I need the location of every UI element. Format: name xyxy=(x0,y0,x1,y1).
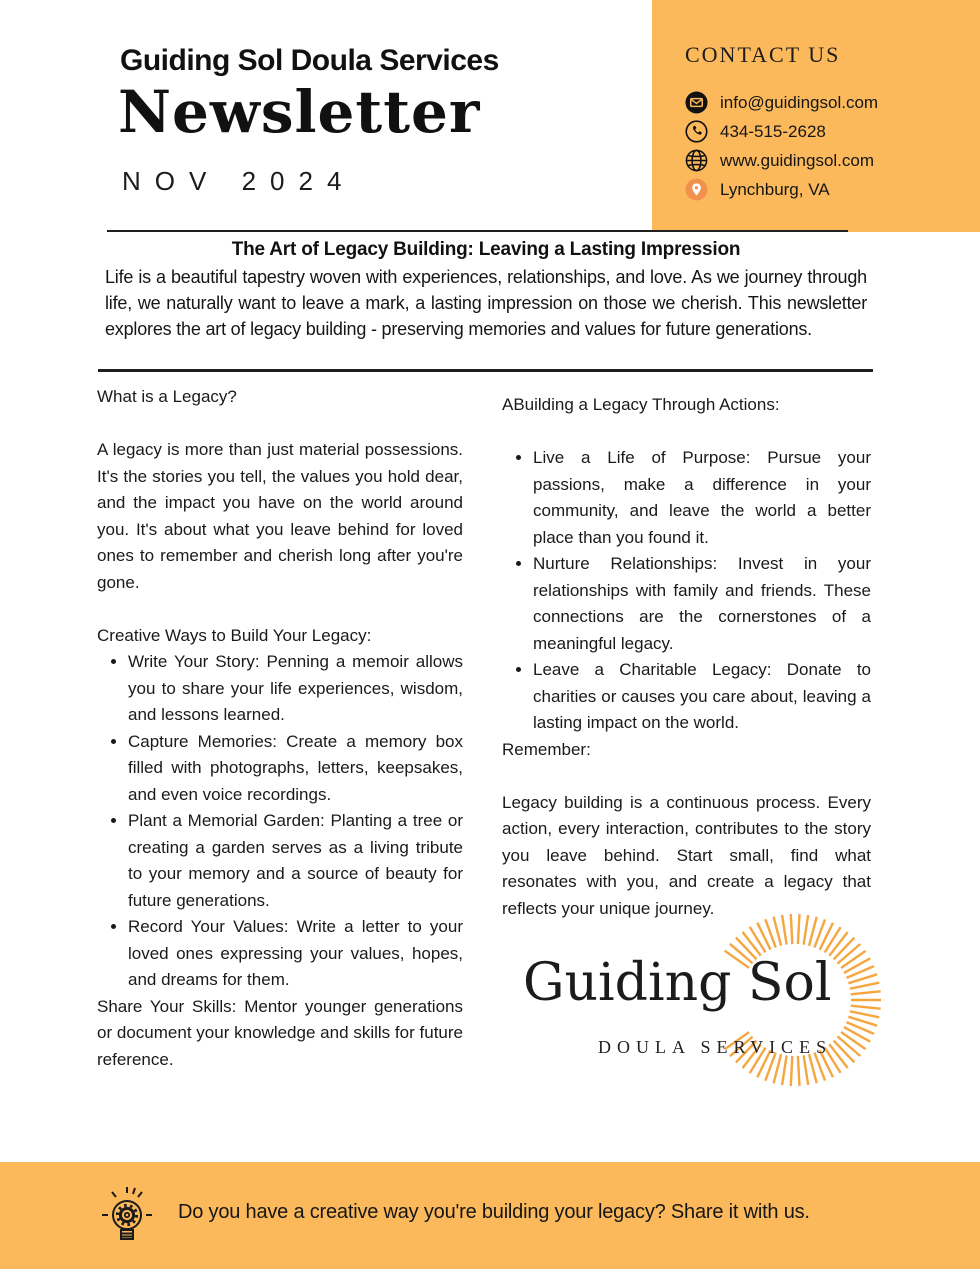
intro-body: Life is a beautiful tapestry woven with experiences, relationships, and love. As we journey through life, we naturally want to leave a mark, a lasting impression on those we cherish. This newsletter explores the art of legacy building - preserving memories and values for future generations. xyxy=(105,267,867,339)
logo-tagline: DOULA SERVICES xyxy=(598,1037,833,1057)
contact-row-phone xyxy=(685,117,878,146)
intro-section xyxy=(105,239,867,342)
issue-date: NOV 2024 xyxy=(122,166,356,196)
right-column xyxy=(502,384,871,922)
left-closing: Share Your Skills: Mentor younger generations or document your knowledge and skills for future reference. xyxy=(97,996,463,1069)
list-item: • Write Your Story: Penning a memoir allows you to share your life experiences, wisdom, and lessons learned. xyxy=(128,649,463,729)
right-closing: Legacy building is a continuous process. Every action, every interaction, contributes to the story you leave behind. Start small, find what resonates with you, and create a legacy that reflects your unique journey. xyxy=(502,792,871,918)
left-heading: What is a Legacy? xyxy=(97,387,237,406)
left-column xyxy=(97,384,463,1073)
logo-wordmark: Guiding Sol xyxy=(523,953,832,1013)
contact-box xyxy=(652,0,980,232)
contact-website: www.guidingsol.com xyxy=(720,150,875,170)
lightbulb-gear-icon xyxy=(100,1184,156,1248)
globe-icon xyxy=(685,149,708,172)
email-icon xyxy=(685,91,708,114)
contact-location: Lynchburg, VA xyxy=(720,179,830,199)
location-icon xyxy=(685,178,708,201)
divider-bottom xyxy=(98,369,873,372)
list-item: • Live a Life of Purpose: Pursue your passions, make a difference in your community, and leave the world a better place than you found it. xyxy=(533,445,871,551)
left-bullet-list xyxy=(97,649,463,994)
list-item: • Plant a Memorial Garden: Planting a tree or creating a garden serves as a living tribute to your memory and a source of beauty for future generations. xyxy=(128,808,463,914)
left-paragraph: A legacy is more than just material possessions. It's the stories you tell, the values you hold dear, and the impact you have on the world around you. It's about what you leave behind for loved ones to remember and cherish long after you're gone. xyxy=(97,440,463,592)
contact-list xyxy=(685,88,878,204)
footer-prompt: Do you have a creative way you're building your legacy? Share it with us. xyxy=(178,1201,810,1223)
right-bullet-list xyxy=(502,445,871,737)
contact-row-location xyxy=(685,175,878,204)
brand-name: Guiding Sol Doula Services xyxy=(120,44,499,77)
list-item: • Record Your Values: Write a letter to your loved ones expressing your values, hopes, and dreams for them. xyxy=(128,914,463,994)
divider-top xyxy=(107,230,848,232)
phone-icon xyxy=(685,120,708,143)
contact-row-website xyxy=(685,146,878,175)
contact-row-email xyxy=(685,88,878,117)
list-item: • Leave a Charitable Legacy: Donate to charities or causes you care about, leaving a lasting impact on the world. xyxy=(533,657,871,737)
remember-label: Remember: xyxy=(502,739,591,759)
contact-phone: 434-515-2628 xyxy=(720,121,826,141)
list-item: • Capture Memories: Create a memory box filled with photographs, letters, keepsakes, and even voice recordings. xyxy=(128,729,463,809)
intro-title: The Art of Legacy Building: Leaving a Lasting Impression xyxy=(231,239,741,260)
newsletter-title: Newsletter xyxy=(118,78,481,146)
contact-email: info@guidingsol.com xyxy=(720,92,879,112)
right-heading: ABuilding a Legacy Through Actions: xyxy=(502,395,780,414)
list-item: • Nurture Relationships: Invest in your relationships with family and friends. These connections are the cornerstones of a meaningful legacy. xyxy=(533,551,871,657)
footer-banner xyxy=(0,1162,980,1269)
left-list-heading: Creative Ways to Build Your Legacy: xyxy=(97,625,372,645)
contact-title: CONTACT US xyxy=(685,42,841,67)
